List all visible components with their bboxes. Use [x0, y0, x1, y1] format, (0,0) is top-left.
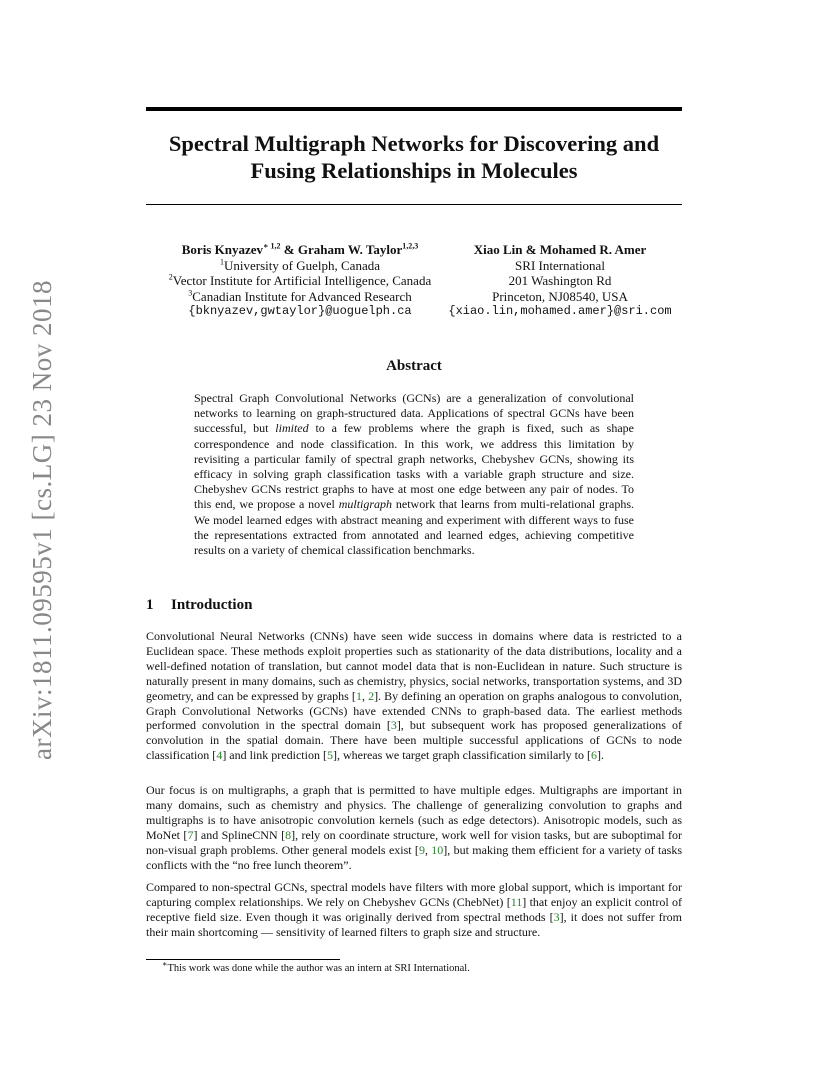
affiliation-3 [155, 289, 445, 305]
affiliation-sri: SRI International [515, 257, 605, 273]
citation-6[interactable]: 6 [590, 748, 597, 763]
arxiv-identifier-stamp: arXiv:1811.09595v1 [cs.LG] 23 Nov 2018 [27, 280, 57, 760]
title-top-rule [146, 107, 682, 111]
p1-text-a: Convolutional Neural Networks (CNNs) have seen wide success in domains where data is restricted to a Euclidean space. These methods exploit properties such as stationarity of the data distributions, locality and a well-defined notation of translation, but cannot model data that is non-Euclidean in nature. Such structure is naturally present in many domains, such as chemistry, physics, social networks, transportation systems, and 3D geometry, and can be expressed by graphs [ [146, 629, 682, 703]
p2-text-e: ], but making them efficient for a variety of tasks conflicts with the “no free lunch theorem”. [146, 842, 682, 872]
affiliation-2 [155, 273, 445, 289]
citation-11[interactable]: 11 [510, 894, 523, 909]
intro-paragraph-1 [146, 629, 682, 763]
affiliation-3-sup: 3 [188, 288, 193, 298]
p1-text-b: , [361, 688, 369, 703]
p1-text-c: ]. By defining an operation on graphs analogous to convolution, Graph Convolutional Networks (GCNs) have extended CNNs to graph-based data. The earliest methods performed convolution in the spectral domain [ [146, 688, 683, 733]
section-heading-introduction [146, 597, 252, 614]
abstract-emphasis-limited: limited [275, 421, 309, 436]
affiliation-2-text: Vector Institute for Artificial Intelligence, Canada [172, 273, 432, 288]
affiliation-1 [155, 258, 445, 274]
title-line-1: Spectral Multigraph Networks for Discovering and [168, 131, 660, 156]
address-street: 201 Washington Rd [508, 273, 612, 288]
author-block-left [155, 242, 445, 320]
p2-text-d: , [424, 842, 432, 857]
paper-title [146, 130, 682, 184]
affiliation-2-sup: 2 [168, 272, 173, 282]
citation-9[interactable]: 9 [418, 842, 425, 857]
footnote-mark: ∗ [162, 959, 168, 969]
author-names-right: Xiao Lin & Mohamed R. Amer [473, 242, 647, 257]
footnote-text: This work was done while the author was an intern at SRI International. [167, 963, 470, 974]
citation-7[interactable]: 7 [187, 827, 194, 842]
abstract-part-1: Spectral Graph Convolutional Networks (GCNs) are a generalization of convolutional networks to learning on graph-structured data. Applications of spectral GCNs have been successful, but [194, 391, 634, 436]
citation-5[interactable]: 5 [326, 748, 333, 763]
p2-text-a: Our focus is on multigraphs, a graph that is permitted to have multiple edges. Multigraphs are important in many domains, such as chemistry and physics. The challenge of generalizing convolution to graphs and multigraphs is to have anisotropic convolution kernels (such as edge detectors). Anisotropic models, such as MoNet [ [146, 783, 682, 842]
section-number: 1 [146, 597, 154, 613]
title-bottom-rule [146, 204, 682, 205]
citation-1[interactable]: 1 [355, 688, 362, 703]
abstract-part-2: to a few problems where the graph is fixed, such as shape correspondence and node classification. In this work, we address this limitation by revisiting a particular family of spectral graph networks, Chebyshev GCNs, showing its efficacy in solving graph classification tasks with a variable graph structure and size. Chebyshev GCNs restrict graphs to have at most one edge between any pair of nodes. To this end, we propose a novel [194, 421, 634, 512]
section-title: Introduction [171, 597, 253, 613]
abstract-heading: Abstract [386, 358, 442, 374]
citation-10[interactable]: 10 [431, 842, 444, 857]
p1-text-d: ], but subsequent work has proposed generalizations of convolution in the spatial domain. There have been multiple successful applications of GCNs to node classification [ [146, 718, 682, 763]
p1-text-f: ], whereas we target graph classification similarly to [ [332, 748, 591, 763]
p2-text-c: ], rely on coordinate structure, work well for vision tasks, but are suboptimal for non-visual graph problems. Other general models exist [ [146, 827, 682, 857]
intro-paragraph-2 [146, 783, 682, 872]
address-city: Princeton, NJ08540, USA [492, 288, 628, 304]
email-right: {xiao.lin,mohamed.amer}@sri.com [448, 304, 672, 318]
affiliation-1-sup: 1 [220, 257, 225, 267]
author-taylor: & Graham W. Taylor [280, 242, 403, 257]
abstract-text [194, 391, 634, 558]
intro-paragraph-3 [146, 880, 682, 940]
citation-4[interactable]: 4 [216, 748, 223, 763]
footnote [162, 959, 470, 975]
title-line-2: Fusing Relationships in Molecules [250, 158, 578, 183]
citation-8[interactable]: 8 [285, 827, 292, 842]
email-left: {bknyazev,gwtaylor}@uoguelph.ca [188, 304, 412, 318]
abstract-emphasis-multigraph: multigraph [338, 497, 393, 512]
p1-text-g: ]. [596, 748, 604, 763]
author-knyazev: Boris Knyazev [181, 242, 263, 257]
p3-text-a: Compared to non-spectral GCNs, spectral models have filters with more global support, which is important for capturing complex relationships. We rely on Chebyshev GCNs (ChebNet) [ [146, 880, 682, 909]
p2-text-b: ] and SplineCNN [ [193, 827, 286, 842]
author-knyazev-sup: ∗ 1,2 [263, 241, 281, 251]
p3-text-b: ] that enjoy an explicit control of receptive field size. Even though it was originally derived from spectral methods [ [146, 894, 682, 924]
citation-2[interactable]: 2 [368, 688, 375, 703]
p1-text-e: ] and link prediction [ [222, 748, 327, 763]
affiliation-3-text: Canadian Institute for Advanced Research [192, 288, 412, 304]
author-block-right [442, 242, 678, 320]
citation-3[interactable]: 3 [390, 718, 397, 733]
citation-3-repeat[interactable]: 3 [553, 909, 560, 924]
abstract-part-3: network that learns from multi-relational graphs. We model learned edges with abstract meaning and experiment with different ways to fuse the representations extracted from annotated and learned edges, achieving competitive results on a variety of chemical classification benchmarks. [194, 497, 634, 558]
author-taylor-sup: 1,2,3 [402, 241, 419, 251]
affiliation-1-text: University of Guelph, Canada [224, 257, 380, 273]
p3-text-c: ], it does not suffer from their main shortcoming — sensitivity of learned filters to graph size and structure. [146, 909, 683, 939]
author-names-left [155, 242, 445, 258]
footnote-rule [146, 959, 340, 960]
